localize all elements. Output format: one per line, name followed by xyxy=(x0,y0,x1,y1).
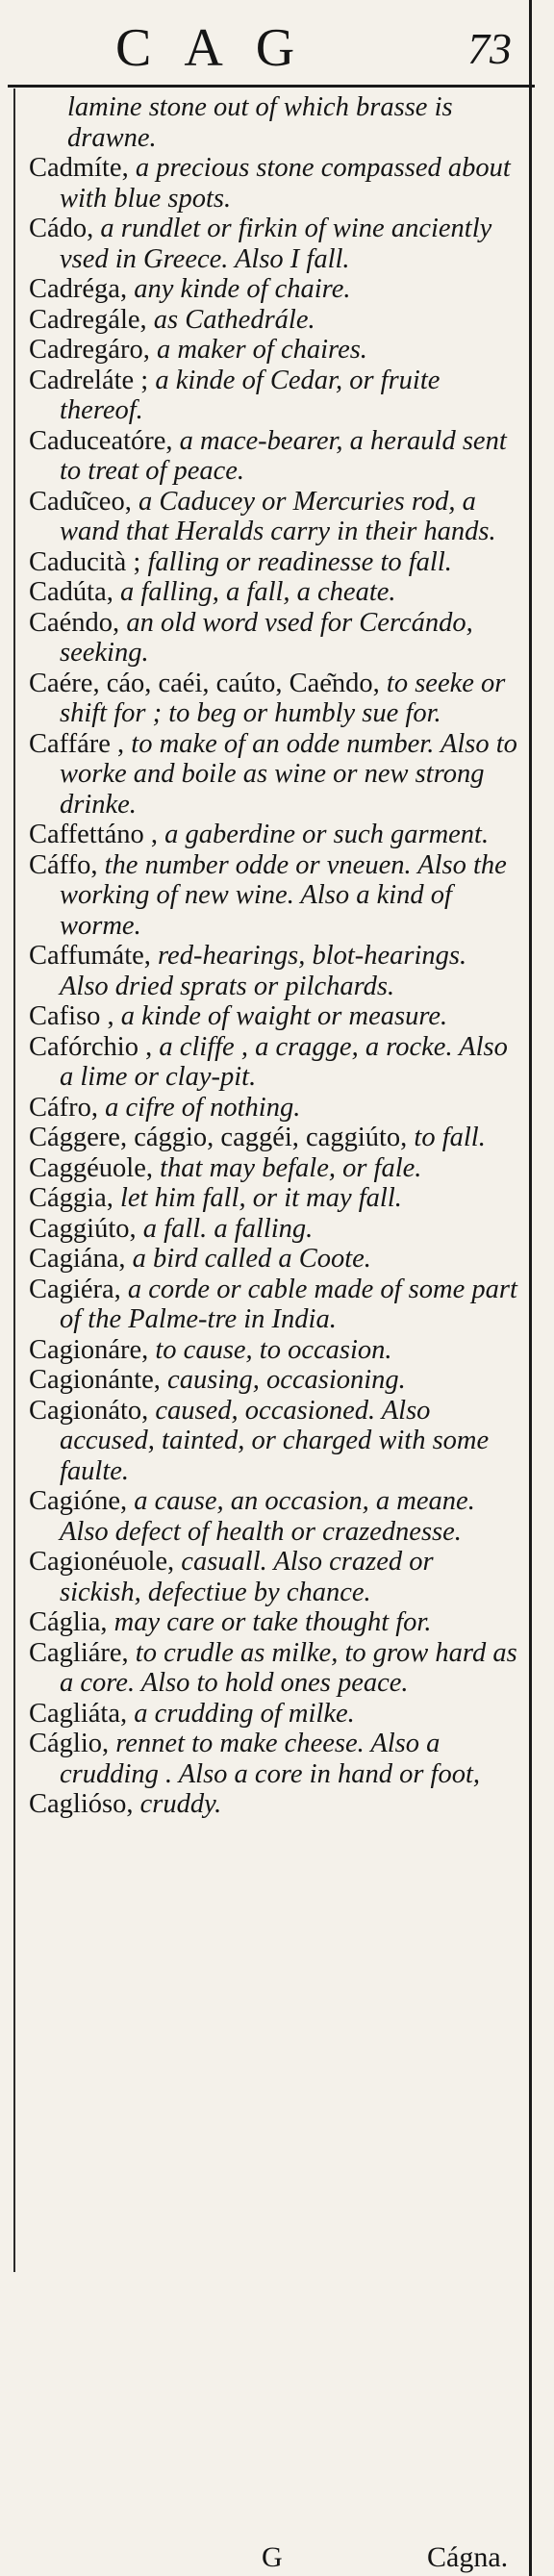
entry-headword: Cafiso , xyxy=(29,1001,114,1031)
entry-definition: cruddy. xyxy=(133,1789,222,1819)
dictionary-entry xyxy=(29,153,519,214)
entry-headword: Cagliáre, xyxy=(29,1637,129,1668)
dictionary-entry xyxy=(29,1547,519,1607)
dictionary-entry xyxy=(29,1032,519,1093)
dictionary-entry xyxy=(29,426,519,487)
dictionary-entry xyxy=(29,92,519,153)
entry-definition: a maker of chaires. xyxy=(149,335,367,365)
entry-definition: a kinde of Cedar, or fruite thereof. xyxy=(60,365,441,425)
column-rule-left xyxy=(13,88,15,2272)
entry-headword: Caggiúto, xyxy=(29,1213,137,1244)
column-rule-right xyxy=(529,0,532,2576)
entry-definition: to cause, to occasion. xyxy=(148,1334,392,1365)
catchword: Cágna. xyxy=(427,2541,509,2573)
entry-definition: to crudle as milke, to grow hard as a core. Also to hold ones peace. xyxy=(60,1637,517,1698)
entry-headword: Cággia, xyxy=(29,1183,113,1213)
entry-definition: an old word vsed for Cercándo, seeking. xyxy=(60,607,473,668)
entry-headword: Cagiéra, xyxy=(29,1274,121,1304)
entry-headword: Caére, cáo, caéi, caúto, Cae͂ndo, xyxy=(29,668,380,698)
entry-definition: a kinde of waight or measure. xyxy=(113,1001,448,1031)
dictionary-entry xyxy=(29,1093,519,1124)
entry-headword: Cagionáre, xyxy=(29,1334,149,1365)
entry-headword: Cáglio, xyxy=(29,1729,110,1758)
entry-headword: Caéndo, xyxy=(29,607,120,638)
dictionary-entry xyxy=(29,1789,519,1820)
entry-definition: rennet to make cheese. Also a crudding . Also a core in hand or foot, xyxy=(60,1729,480,1789)
entry-headword: Cádo, xyxy=(29,214,94,243)
entry-headword: Caggéuole, xyxy=(29,1152,154,1183)
dictionary-entry xyxy=(29,214,519,274)
entry-definition: a rundlet or firkin of wine anciently vsed in Greece. Also I fall. xyxy=(60,214,492,274)
entry-definition: a bird called a Coote. xyxy=(125,1244,371,1274)
entry-headword: Cagióne, xyxy=(29,1486,128,1516)
entry-headword: Cadúta, xyxy=(29,577,113,607)
running-head: CAG xyxy=(115,18,328,78)
entry-definition: let him fall, or it may fall. xyxy=(113,1183,402,1213)
entry-headword: Cággere, cággio, caggéi, caggiúto, xyxy=(29,1123,408,1152)
entry-definition: red-hearings, blot-hearings. Also dried sprats or pilchards. xyxy=(60,941,467,1001)
entry-headword: Cafórchio , xyxy=(29,1031,153,1062)
entry-definition: as Cathedrále. xyxy=(146,304,315,335)
entry-headword: Caffáre , xyxy=(29,728,125,759)
entry-definition: falling or readinesse to fall. xyxy=(140,546,452,577)
signature-mark: G xyxy=(262,2541,283,2573)
entry-headword: Caglióso, xyxy=(29,1789,134,1819)
entry-definition: a Caducey or Mercuries rod, a wand that Heralds carry in their hands. xyxy=(60,486,496,546)
entry-definition: a cliffe , a cragge, a rocke. Also a lime or clay-pit. xyxy=(60,1031,508,1092)
page-header xyxy=(0,0,554,88)
dictionary-entry xyxy=(29,1275,519,1335)
entry-list xyxy=(29,92,519,1820)
dictionary-entry xyxy=(29,1396,519,1487)
page-number: 73 xyxy=(467,24,512,73)
dictionary-entry xyxy=(29,1365,519,1396)
entry-definition: that may befale, or fale. xyxy=(153,1152,422,1183)
dictionary-entry xyxy=(29,1729,519,1789)
entry-headword: Cadreláte ; xyxy=(29,365,149,395)
dictionary-entry xyxy=(29,1486,519,1547)
dictionary-entry xyxy=(29,366,519,426)
entry-headword: Cagliáta, xyxy=(29,1698,128,1729)
dictionary-entry xyxy=(29,1153,519,1184)
dictionary-entry xyxy=(29,820,519,850)
entry-definition: a cifre of nothing. xyxy=(98,1092,301,1123)
dictionary-entry xyxy=(29,1244,519,1275)
entry-definition: a falling, a fall, a cheate. xyxy=(113,577,396,607)
header-rule xyxy=(8,85,535,88)
dictionary-entry xyxy=(29,547,519,578)
dictionary-entry xyxy=(29,305,519,336)
entry-definition: any kinde of chaire. xyxy=(127,274,351,304)
dictionary-entry xyxy=(29,608,519,669)
dictionary-entry xyxy=(29,1183,519,1214)
entry-headword: Cadréga, xyxy=(29,274,128,304)
entry-definition: a cause, an occasion, a meane. Also defect of health or crazednesse. xyxy=(60,1486,475,1547)
dictionary-entry xyxy=(29,274,519,305)
dictionary-entry xyxy=(29,1214,519,1245)
entry-headword: Caducità ; xyxy=(29,546,141,577)
entry-headword: Cáglia, xyxy=(29,1607,108,1637)
entry-headword: Cadu͂ceo, xyxy=(29,486,132,517)
dictionary-entry xyxy=(29,1607,519,1638)
dictionary-entry xyxy=(29,577,519,608)
dictionary-entry xyxy=(29,1699,519,1730)
dictionary-entry xyxy=(29,1123,519,1153)
dictionary-entry xyxy=(29,850,519,942)
entry-headword: Cadregáro, xyxy=(29,335,150,365)
entry-definition: caused, occasioned. Also accused, tainted, or charged with some faulte. xyxy=(60,1395,490,1486)
entry-headword: Caffumáte, xyxy=(29,941,151,971)
entry-headword: Cadmíte, xyxy=(29,153,129,183)
entry-definition: to seeke or shift for ; to beg or humbly sue for. xyxy=(60,668,506,728)
entry-headword: Caduceatóre, xyxy=(29,425,173,456)
dictionary-entry xyxy=(29,335,519,366)
dictionary-entry xyxy=(29,729,519,821)
entry-definition: lamine stone out of which brasse is drawne. xyxy=(67,92,453,153)
entry-definition: to make of an odde number. Also to worke and boile as wine or new strong drinke. xyxy=(60,728,517,820)
dictionary-entry xyxy=(29,1335,519,1366)
dictionary-entry xyxy=(29,1001,519,1032)
entry-definition: a corde or cable made of some part of the Palme-tre in India. xyxy=(60,1274,517,1334)
entry-definition: casuall. Also crazed or sickish, defectiue by chance. xyxy=(60,1547,434,1607)
entry-headword: Cáffo, xyxy=(29,849,98,880)
entry-definition: a crudding of milke. xyxy=(127,1698,355,1729)
entry-definition: a fall. a falling. xyxy=(136,1213,314,1244)
entry-headword: Cadregále, xyxy=(29,304,147,335)
entry-headword: Caffettáno , xyxy=(29,820,159,849)
entry-definition: a mace-bearer, a herauld sent to treat of peace. xyxy=(60,425,507,486)
entry-headword: Cagiána, xyxy=(29,1244,126,1274)
entry-definition: a gaberdine or such garment. xyxy=(158,820,490,849)
entry-definition: causing, occasioning. xyxy=(160,1365,406,1395)
dictionary-entry xyxy=(29,941,519,1001)
entry-definition: to fall. xyxy=(407,1123,486,1152)
entry-definition: a precious stone compassed about with blue spots. xyxy=(60,153,511,214)
entry-headword: Cagionánte, xyxy=(29,1365,161,1395)
entry-headword: Cáfro, xyxy=(29,1092,99,1123)
entry-definition: the number odde or vneuen. Also the working of new wine. Also a kind of worme. xyxy=(60,849,507,941)
dictionary-entry xyxy=(29,669,519,729)
dictionary-entry xyxy=(29,487,519,547)
entry-definition: may care or take thought for. xyxy=(107,1607,432,1637)
entry-headword: Cagionéuole, xyxy=(29,1547,175,1577)
dictionary-entry xyxy=(29,1638,519,1699)
entry-headword: Cagionáto, xyxy=(29,1395,149,1426)
